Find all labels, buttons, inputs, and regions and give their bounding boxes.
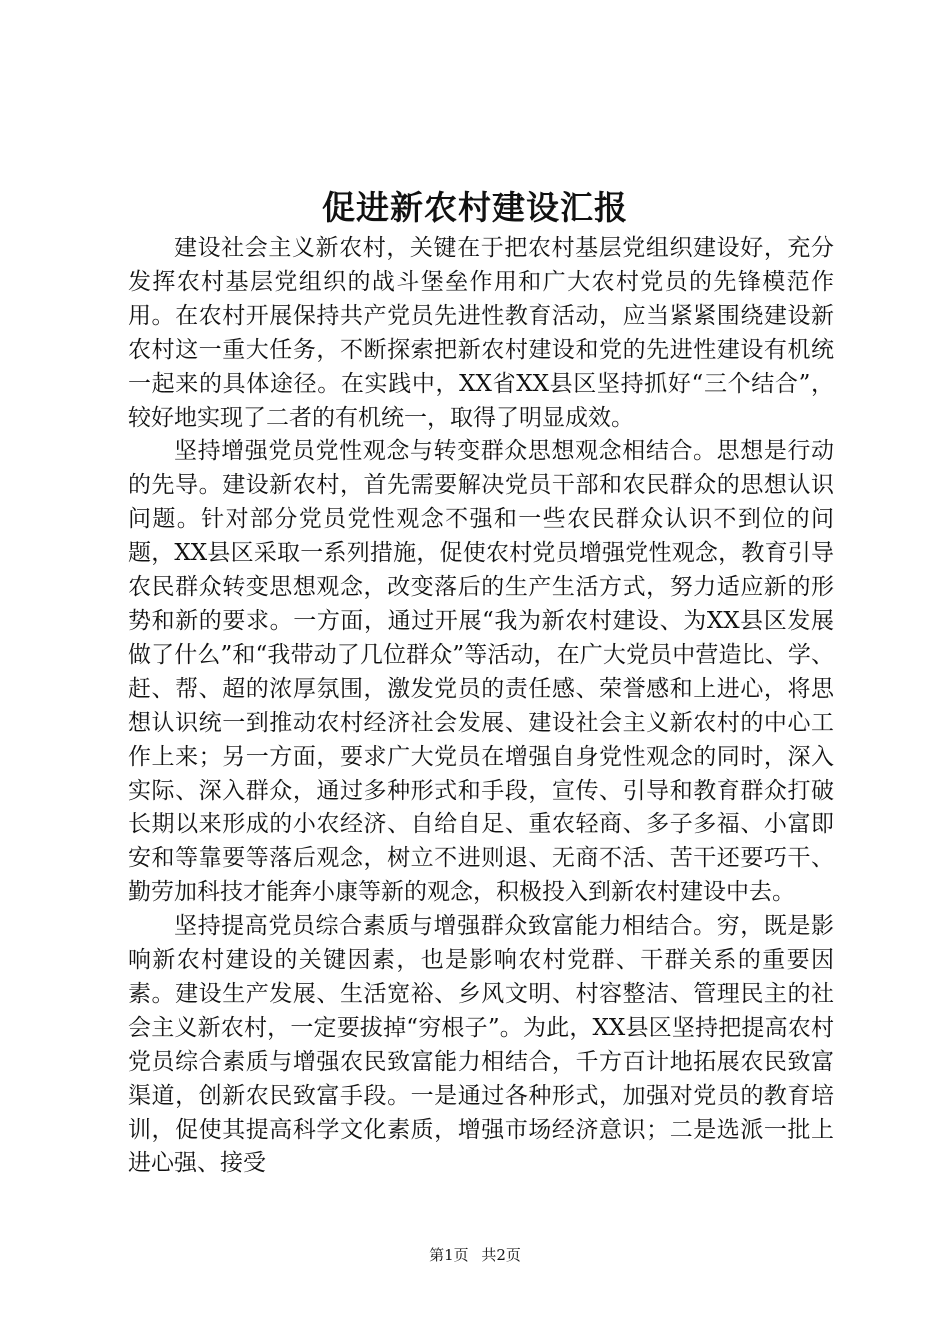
paragraph-1: 建设社会主义新农村，关键在于把农村基层党组织建设好，充分发挥农村基层党组织的战斗堡垒作用和广大农村党员的先锋模范作用。在农村开展保持共产党员先进性教育活动，应当紧紧围绕建设新农村这一重大任务，不断探索把新农村建设和党的先进性建设有机统一起来的具体途径。在实践中，XX省XX县区坚持抓好“三个结合”，较好地实现了二者的有机统一，取得了明显成效。	[128, 235, 834, 431]
paragraph-2: 坚持增强党员党性观念与转变群众思想观念相结合。思想是行动的先导。建设新农村，首先需要解决党员干部和农民群众的思想认识问题。针对部分党员党性观念不强和一些农民群众认识不到位的问题，XX县区采取一系列措施，促使农村党员增强党性观念，教育引导农民群众转变思想观念，改变落后的生产生活方式，努力适应新的形势和新的要求。一方面，通过开展“我为新农村建设、为XX县区发展做了什么”和“我带动了几位群众”等活动，在广大党员中营造比、学、赶、帮、超的浓厚氛围，激发党员的责任感、荣誉感和上进心，将思想认识统一到推动农村经济社会发展、建设社会主义新农村的中心工作上来；另一方面，要求广大党员在增强自身党性观念的同时，深入实际、深入群众，通过多种形式和手段，宣传、引导和教育群众打破长期以来形成的小农经济、自给自足、重农轻商、多子多福、小富即安和等靠要等落后观念，树立不进则退、无商不活、苦干还要巧干、勤劳加科技才能奔小康等新的观念，积极投入到新农村建设中去。	[128, 438, 834, 906]
page-footer	[0, 1245, 950, 1265]
page-total: 共2页	[481, 1246, 521, 1264]
document-title: 促进新农村建设汇报	[322, 188, 628, 227]
paragraph-3: 坚持提高党员综合素质与增强群众致富能力相结合。穷，既是影响新农村建设的关键因素，也是影响农村党群、干群关系的重要因素。建设生产发展、生活宽裕、乡风文明、村容整洁、管理民主的社会主义新农村，一定要拔掉“穷根子”。为此，XX县区坚持把提高农村党员综合素质与增强农民致富能力相结合，千方百计地拓展农民致富渠道，创新农民致富手段。一是通过各种形式，加强对党员的教育培训，促使其提高科学文化素质，增强市场经济意识；二是选派一批上进心强、接受	[128, 913, 834, 1177]
page-number: 第1页	[429, 1246, 469, 1264]
document-body	[128, 232, 834, 1181]
